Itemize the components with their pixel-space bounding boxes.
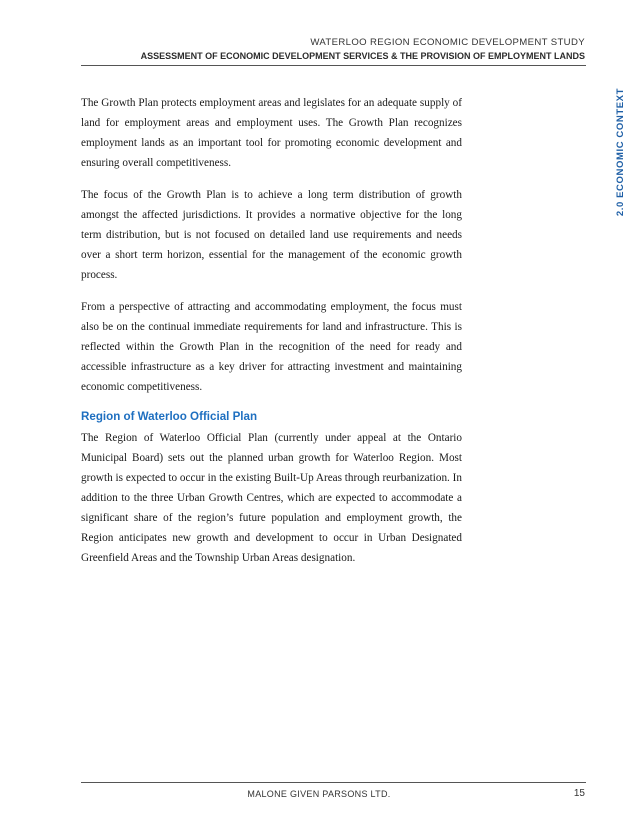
- body-paragraph: From a perspective of attracting and accommodating employment, the focus must also be on the continual immediate requirements for land and infrastructure. This is reflected within the Growth Plan in the recognition of the need for ready and accessible infrastructure as a key driver for attracting investment and maintaining economic competitiveness.: [81, 301, 462, 393]
- body-paragraph: The Growth Plan protects employment areas and legislates for an adequate supply of land for employment areas and employment uses. The Growth Plan recognizes employment lands as an important tool for promoting economic development and ensuring overall competitiveness.: [81, 97, 462, 169]
- report-subtitle: ASSESSMENT OF ECONOMIC DEVELOPMENT SERVICES & THE PROVISION OF EMPLOYMENT LANDS: [140, 51, 585, 61]
- page-body: [81, 93, 462, 580]
- section-side-tab: [604, 60, 638, 240]
- section-side-tab-label: 2.0 ECONOMIC CONTEXT: [615, 87, 626, 216]
- page-number: 15: [573, 788, 585, 799]
- section-heading: Region of Waterloo Official Plan: [81, 410, 258, 423]
- footer-company: MALONE GIVEN PARSONS LTD.: [247, 789, 391, 799]
- body-paragraph: The focus of the Growth Plan is to achieve a long term distribution of growth amongst the affected jurisdictions. It provides a normative objective for the long term distribution, but is not focused on detailed land use requirements and needs over a short term horizon, essential for the management of the economic growth process.: [81, 189, 462, 281]
- section-paragraph: The Region of Waterloo Official Plan (currently under appeal at the Ontario Municipal Board) sets out the planned urban growth for Waterloo Region. Most growth is expected to occur in the existing Built-Up Areas through reurbanization. In addition to the three Urban Growth Centres, which are expected to accommodate a significant share of the region’s future population and employment growth, the Region anticipates new growth and development to occur in Urban Designated Greenfield Areas and the Township Urban Areas designation.: [81, 432, 462, 564]
- header-divider: [81, 65, 586, 66]
- study-title: WATERLOO REGION ECONOMIC DEVELOPMENT STUDY: [310, 37, 585, 48]
- footer-divider: [81, 782, 586, 783]
